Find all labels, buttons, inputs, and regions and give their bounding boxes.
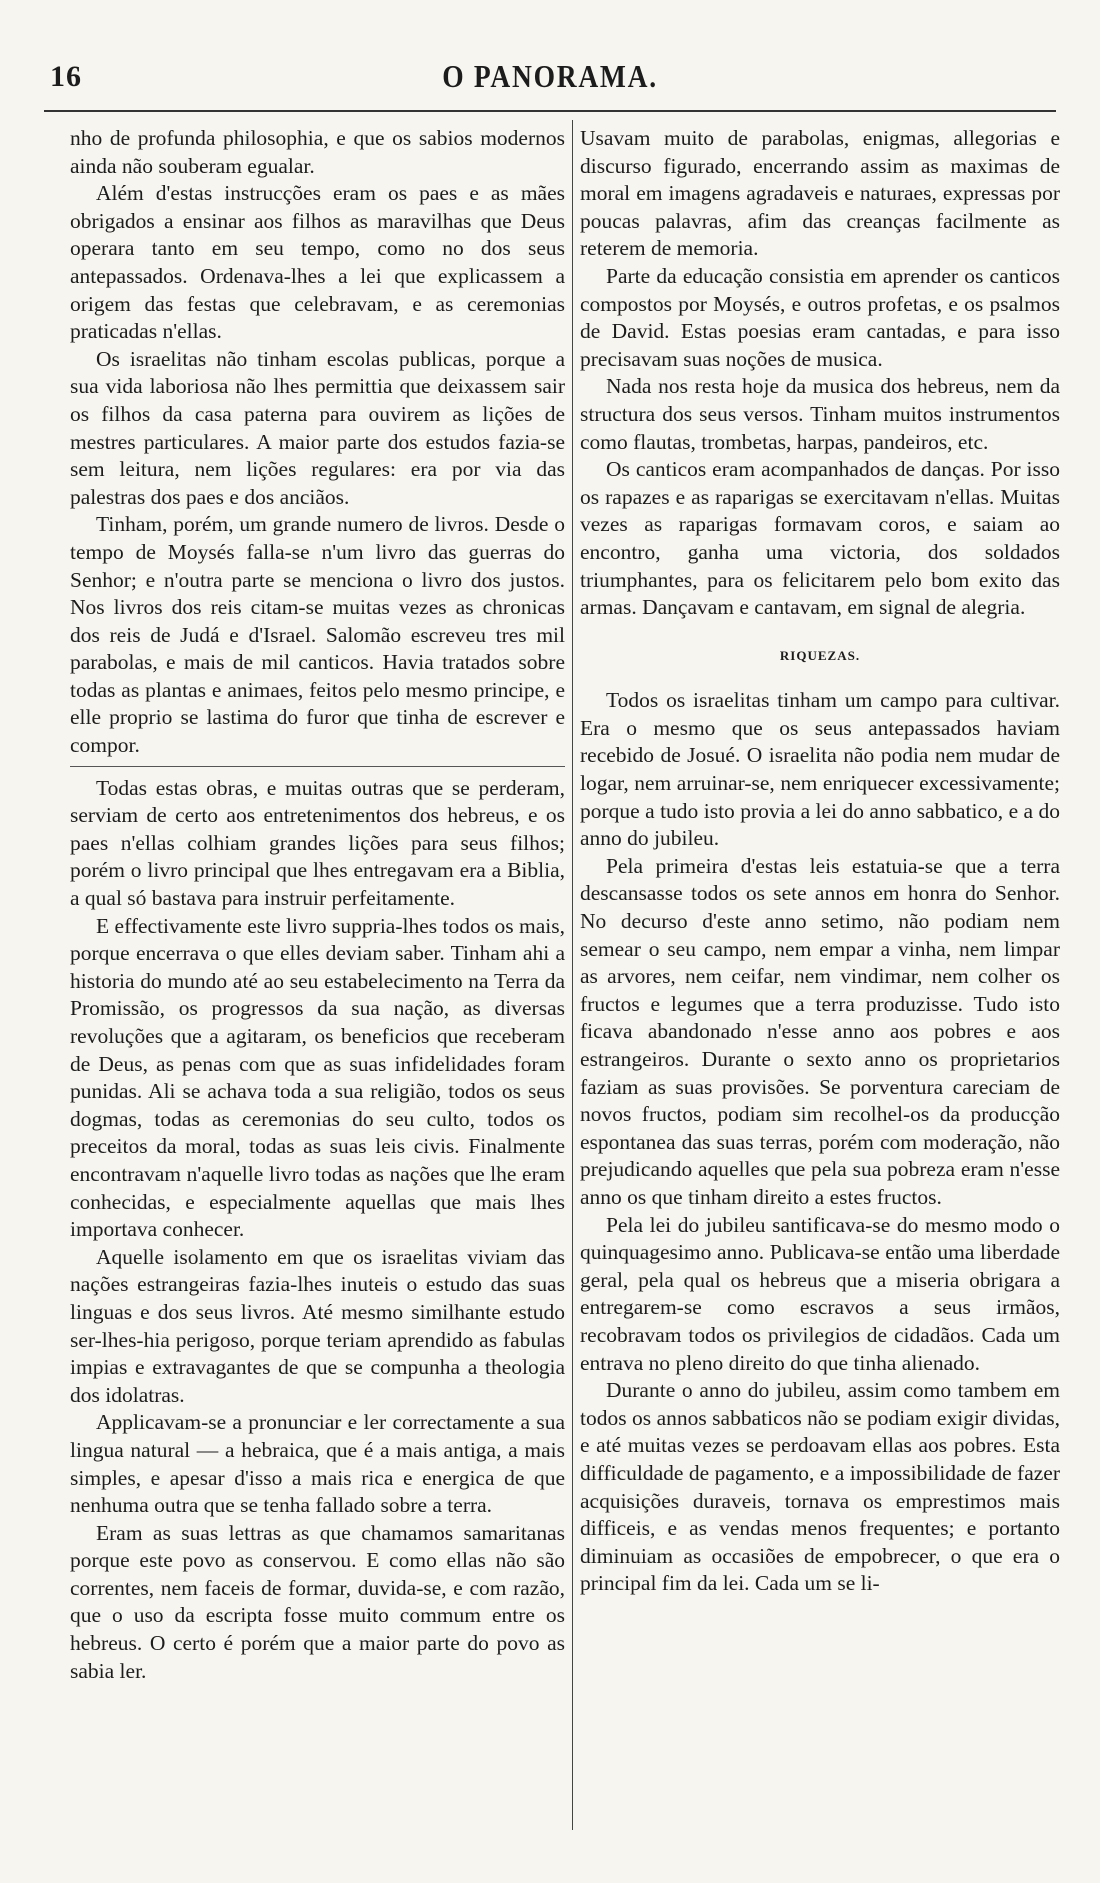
paragraph: Eram as suas lettras as que chamamos samaritanas porque este povo as conservou. E como ellas não são correntes, nem faceis de formar, duvida-se, e com razão, que o uso da escripta fosse muito commum entre os hebreus. O certo é porém que a maior parte do povo as sabia ler. xyxy=(70,1520,565,1683)
section-heading: RIQUEZAS. xyxy=(779,647,861,663)
paragraph: Parte da educação consistia em aprender os canticos compostos por Moysés, e outros profetas, e os psalmos de David. Estas poesias eram cantadas, e para isso precisavam suas noções de musica. xyxy=(580,263,1060,371)
paragraph: nho de profunda philosophia, e que os sabios modernos ainda não souberam egualar. xyxy=(70,126,565,178)
header-rule xyxy=(44,110,1056,112)
page-number: 16 xyxy=(50,60,82,93)
paragraph: Applicavam-se a pronunciar e ler correctamente a sua lingua natural — a hebraica, que é a mais antiga, a mais simples, e apesar d'isso a mais rica e energica de que nenhuma outra que se tenha fallado sobre a terra. xyxy=(70,1410,565,1518)
paragraph: E effectivamente este livro suppria-lhes todos os mais, porque encerrava o que elles deviam saber. Tinham ahi a historia do mundo até ao seu estabelecimento na Terra da Promissão, os progressos da sua nação, as diversas revoluções que a agitaram, os beneficios que receberam de Deus, as penas com que as suas infidelidades foram punidas. Ali se achava toda a sua religião, todos os seus dogmas, todas as ceremonias do seu culto, todos os preceitos da moral, todas as suas leis civis. Finalmente encontravam n'aquelle livro todas as nações que lhe eram conhecidas, e especialmente aquellas que mais lhes importava conhecer. xyxy=(70,913,565,1242)
column-divider xyxy=(572,120,573,1830)
paragraph: Usavam muito de parabolas, enigmas, allegorias e discurso figurado, encerrando assim as maximas de moral em imagens agradaveis e naturaes, expressas por poucas palavras, afim das creanças facilmente as reterem de memoria. xyxy=(580,126,1060,261)
paragraph: Todas estas obras, e muitas outras que se perderam, serviam de certo aos entretenimentos dos hebreus, e os paes n'ellas colhiam grandes lições para seus filhos; porém o livro principal que lhes entregavam era a Biblia, a qual só bastava para instruir perfeitamente. xyxy=(70,775,565,911)
paragraph: Nada nos resta hoje da musica dos hebreus, nem da structura dos seus versos. Tinham muitos instrumentos como flautas, trombetas, harpas, pandeiros, etc. xyxy=(580,374,1060,454)
page-title: O PANORAMA. xyxy=(442,58,658,94)
paragraph: Tinham, porém, um grande numero de livros. Desde o tempo de Moysés falla-se n'um livro das guerras do Senhor; e n'outra parte se menciona o livro dos justos. Nos livros dos reis citam-se muitas vezes as chronicas dos reis de Judá e d'Israel. Salomão escreveu tres mil parabolas, e mais de mil canticos. Havia tratados sobre todas as plantas e animaes, feitos pelo mesmo principe, e elle proprio se lastima do furor que tinha de escrever e compor. xyxy=(70,512,565,758)
separator-rule xyxy=(70,766,565,767)
paragraph: Além d'estas instrucções eram os paes e as mães obrigados a ensinar aos filhos as maravilhas que Deus operara tanto em seu tempo, como no dos seus antepassados. Ordenava-lhes a lei que explicassem a origem das festas que celebravam, e as ceremonias praticadas n'ellas. xyxy=(70,181,565,344)
paragraph: Os israelitas não tinham escolas publicas, porque a sua vida laboriosa não lhes permittia que deixassem sair os filhos da casa paterna para ouvirem as lições de mestres particulares. A maior parte dos estudos fazia-se sem leitura, nem lições regulares: era por via das palestras dos paes e dos anciãos. xyxy=(70,346,565,509)
left-column xyxy=(70,125,565,1865)
paragraph: Aquelle isolamento em que os israelitas viviam das nações estrangeiras fazia-lhes inuteis o estudo das suas linguas e dos seus livros. Até mesmo similhante estudo ser-lhes-hia perigoso, porque teriam aprendido as fabulas impias e extravagantes de que se compunha a theologia dos idolatras. xyxy=(70,1244,565,1407)
paragraph: Durante o anno do jubileu, assim como tambem em todos os annos sabbaticos não se podiam exigir dividas, e até muitas vezes se perdoavam ellas aos pobres. Esta difficuldade de pagamento, e a impossibilidade de fazer acquisições duraveis, tornava os emprestimos mais difficeis, e as vendas menos frequentes; e portanto diminuiam as occasiões de empobrecer, o que era o principal fim da lei. Cada um se li- xyxy=(580,1378,1060,1596)
page-header xyxy=(44,56,1056,104)
paragraph: Os canticos eram acompanhados de danças. Por isso os rapazes e as raparigas se exercitavam n'ellas. Muitas vezes as raparigas formavam coros, e saiam ao encontro, ganha uma victoria, dos soldados triumphantes, para os felicitarem pelo bom exito das armas. Dançavam e cantavam, em signal de alegria. xyxy=(580,457,1060,620)
paragraph: Pela lei do jubileu santificava-se do mesmo modo o quinquagesimo anno. Publicava-se então uma liberdade geral, pela qual os hebreus que a miseria obrigara a entregarem-se como escravos a seus irmãos, recobravam todos os privilegios de cidadãos. Cada um entrava no pleno direito do que tinha alienado. xyxy=(580,1212,1060,1375)
paragraph: Todos os israelitas tinham um campo para cultivar. Era o mesmo que os seus antepassados haviam recebido de Josué. O israelita não podia nem mudar de logar, nem arruinar-se, nem enriquecer excessivamente; porque a tudo isto provia a lei do anno sabbatico, e a do anno do jubileu. xyxy=(580,688,1060,851)
right-column xyxy=(580,125,1060,1865)
paragraph: Pela primeira d'estas leis estatuia-se que a terra descansasse todos os sete annos em honra do Senhor. No decurso d'este anno setimo, não podiam nem semear o seu campo, nem empar a vinha, nem limpar as arvores, nem ceifar, nem vindimar, nem colher os fructos e legumes que a terra produzisse. Tudo isto ficava abandonado n'esse anno aos pobres e aos estrangeiros. Durante o sexto anno os proprietarios faziam as suas provisões. Se porventura careciam de novos fructos, podiam sim recolhel-os da producção espontanea das suas terras, porém com moderação, não prejudicando aquelles que pela sua pobreza eram n'esse anno os que tinham direito a estes fructos. xyxy=(580,853,1060,1209)
